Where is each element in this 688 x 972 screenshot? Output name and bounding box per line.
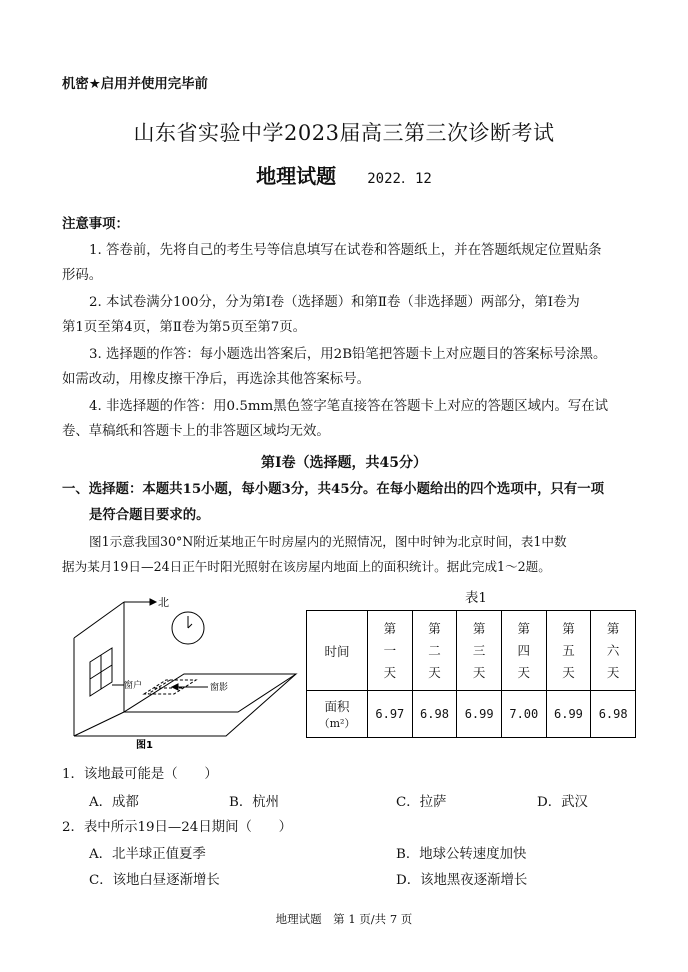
section-heading-line2: 是符合题目要求的。 [89,507,210,523]
area-value-day-6: 6.98 [591,691,636,738]
north-arrow-icon [150,599,156,605]
question-1-option-d[interactable]: D．武汉 [537,795,588,810]
day-2-header: 第二天 [412,611,457,691]
day-5-header: 第五天 [546,611,591,691]
table-caption: 表1 [465,591,487,606]
notice-item-2-line2: 第1页至第4页，第Ⅱ卷为第5页至第7页。 [62,320,307,335]
exam-title: 山东省实验中学2023届高三第三次诊断考试 [133,121,555,145]
wall-top-edge [74,602,124,638]
notice-item-1-line2: 形码。 [62,268,103,283]
area-value-day-3: 6.99 [457,691,502,738]
question-2-option-d[interactable]: D．该地黑夜逐渐增长 [396,873,528,888]
question-2-option-c[interactable]: C．该地白昼逐渐增长 [89,873,220,888]
day-6-header: 第六天 [591,611,636,691]
notice-item-2-line1: 2. 本试卷满分100分，分为第Ⅰ卷（选择题）和第Ⅱ卷（非选择题）两部分，第Ⅰ卷为 [89,295,580,310]
area-value-day-1: 6.97 [368,691,413,738]
window-label: 窗户 [124,681,143,691]
page-footer: 地理试题 第 1 页/共 7 页 [275,912,413,926]
question-1-option-c[interactable]: C．拉萨 [396,795,447,810]
question-1-option-a[interactable]: A．成都 [89,795,139,810]
day-1-header: 第一天 [368,611,413,691]
question-1-stem: 1．该地最可能是（ ） [62,767,218,782]
subject-row [0,160,688,189]
table-row-time [307,611,636,691]
data-table [306,610,636,738]
notice-heading: 注意事项： [62,216,129,232]
table-row-area [307,691,636,738]
part1-title: 第Ⅰ卷（选择题，共45分） [260,455,428,471]
wall-edge [74,602,124,736]
figure-caption: 图1 [136,740,153,750]
section-heading-line1: 一、选择题：本题共15小题，每小题3分，共45分。在每小题给出的四个选项中，只有一项 [62,481,605,497]
area-value-day-5: 6.99 [546,691,591,738]
question-1-option-b[interactable]: B．杭州 [229,795,280,810]
secret-label: 机密★启用并使用完毕前 [62,77,208,92]
question-2-option-a[interactable]: A．北半球正值夏季 [89,847,206,862]
figure-1-room-diagram [66,590,306,750]
row-header-area: 面积 （m²） [307,691,368,738]
row-header-time: 时间 [307,611,368,691]
day-3-header: 第三天 [457,611,502,691]
notice-item-4-line2: 卷、草稿纸和答题卡上的非答题区域均无效。 [62,424,330,439]
notice-item-4-line1: 4. 非选择题的作答：用0.5mm黑色签字笔直接答在答题卡上对应的答题区域内。写在试 [89,399,609,414]
notice-item-1-line1: 1. 答卷前，先将自己的考生号等信息填写在试卷和答题纸上，并在答题纸规定位置贴条 [89,243,602,258]
question-2-option-b[interactable]: B．地球公转速度加快 [396,847,527,862]
notice-item-3-line2: 如需改动，用橡皮擦干净后，再选涂其他答案标号。 [62,372,370,387]
day-4-header: 第四天 [501,611,546,691]
subject-title: 地理试题 [256,164,337,188]
floor-area [124,674,296,712]
question-2-stem: 2．表中所示19日—24日期间（ ） [62,820,293,835]
area-value-day-2: 6.98 [412,691,457,738]
north-label: 北 [158,596,169,609]
intro-line2: 据为某月19日—24日正午时阳光照射在该房屋内地面上的面积统计。据此完成1～2题。 [62,559,551,574]
intro-line1: 图1示意我国30°N附近某地正午时房屋内的光照情况，图中时钟为北京时间，表1中数 [89,534,567,549]
shadow-label: 窗影 [210,683,229,693]
area-value-day-4: 7.00 [501,691,546,738]
floor-front-edge [74,674,296,736]
notice-item-3-line1: 3. 选择题的作答：每小题选出答案后，用2B铅笔把答题卡上对应题目的答案标号涂黑。 [89,347,607,362]
exam-date: 2022．12 [367,171,432,187]
